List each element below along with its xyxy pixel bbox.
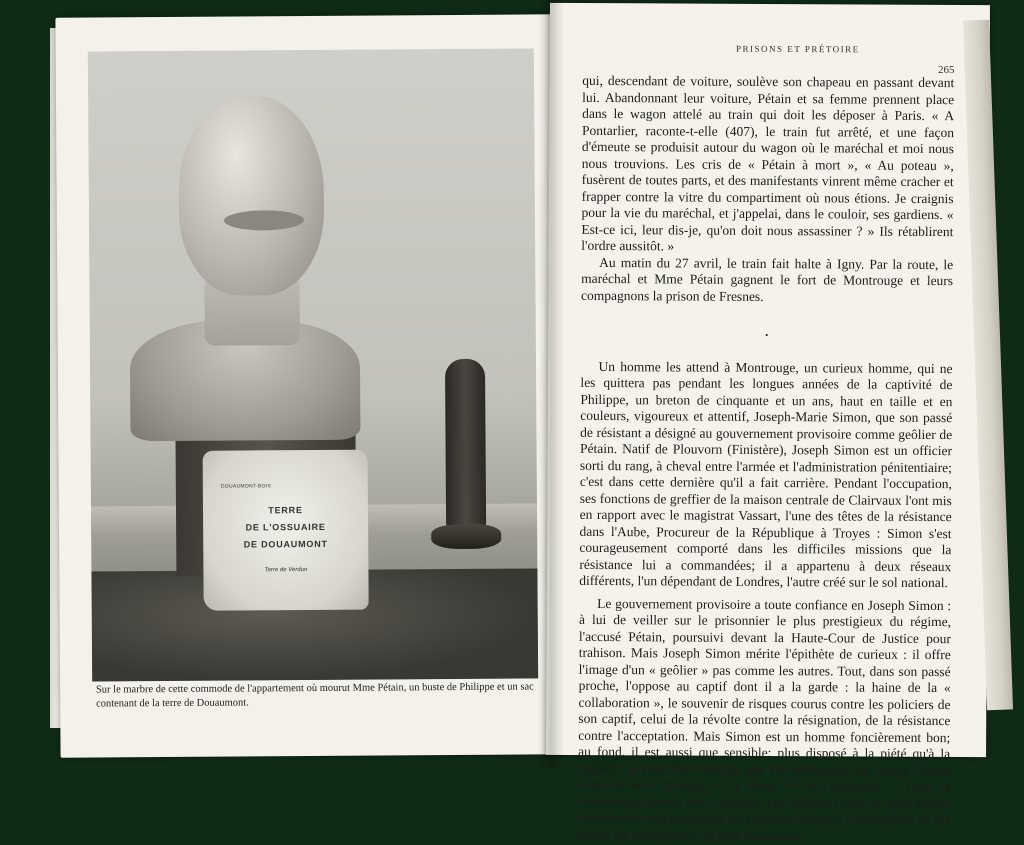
- bust-head: [178, 95, 324, 296]
- statuette-base: [431, 524, 501, 549]
- paragraph: Le gouvernement provisoire a toute confiance en Joseph Simon : à lui de veiller sur le prisonnier le plus prestigieux du régime, l'accusé Pétain, poursuivi devant la Haute-Cour de Justice pour trahison. Mais Joseph Simon mérite l'épithète de curieux : il offre l'image d'un « geôlier » pas comme les autres. Tout, dans son passé proche, l'oppose au captif dont il a la garde : la haine de la « collaboration », le souvenir de risques courus contre les policiers de son captif, celui de la révolte contre la résignation, de la résistance contre l'acceptation. Mais Simon est un homme foncièrement bon; au fond, il est aussi que sensible; plus disposé à la piété qu'à la rigueur; sa simplicité humain que son prisonnier. Et Joseph Simon confiera, avec Philippe, « Le vieux ? Il m'a emboiné... » Dans sa cohabitation forcée avec Philippe, cet Hudson-Lowe au cœur tendre réconfortera son prisonnier plus qu'il ne brimera; il recueillera de ses lèvres les confidences les plus étonnantes,: [577, 595, 952, 843]
- bag-label-signature: Terre de Verdun: [264, 567, 308, 574]
- book-gutter: [538, 0, 564, 768]
- bag-label-small: DOUAUMONT-BOIS: [220, 483, 272, 490]
- bag-label-line3: DE DOUAUMONT: [243, 538, 328, 550]
- running-head: PRISONS ET PRÉTOIRE: [735, 43, 860, 55]
- page-number: 265: [938, 64, 955, 76]
- paragraph: qui, descendant de voiture, soulève son chapeau en passant devant lui. Abandonnant leur voiture, Pétain et sa femme prennent place dans le wagon attelé au train qui doit les déposer à Paris. « A Pontarlier, raconte-t-elle (407), le train fut arrêté, et une façon d'émeute se produisit autour du wagon où le maréchal et moi nous nous trouvions. Les cris de « Pétain à mort », « Au poteau », fusèrent de toutes parts, et des manifestants vinrent même cracher et frapper contre la vitre du compartiment où nous étions. Je craignis pour la vie du maréchal, et j'appelai, dans le couloir, ses gardiens. « Est-ce ici, leur dis-je, qu'on doit nous assassiner ? » Ils rétablirent l'ordre aussitôt. »: [581, 72, 955, 254]
- soldier-statuette: [430, 349, 501, 549]
- bust-photograph: [88, 48, 538, 681]
- section-separator: •: [765, 329, 769, 341]
- photo-caption: Sur le marbre de cette commode de l'appartement où mourut Mme Pétain, un buste de Philippe et un sac contenant de la terre de Douaumont.: [95, 681, 534, 710]
- paragraph: Un homme les attend à Montrouge, un curieux homme, qui ne les quittera pas pendant les longues années de la captivité de Philippe, un breton de cinquante et un ans, haut en taille et en couleurs, vigoureux et attentif, Joseph-Marie Simon, que son passé de résistant a désigné au gouvernement provisoire comme geôlier de Pétain. Natif de Plouvorn (Finistère), Joseph Simon est un officier sorti du rang, à cheval entre l'armée et l'administration pénitentiaire; c'est dans cette dernière qu'il a fait carrière. Pendant l'occupation, ses fonctions de greffier de la maison centrale de Clairvaux l'ont mis en rapport avec le magistrat Vassart, l'une des têtes de la résistance dans l'Aube, Procureur de la République à Troyes : Simon s'est courageusement comporté dans les difficiles missions que la résistance lui a commandées; il a appartenu à deux réseaux différents, l'un dépendant de Londres, l'autre créé sur le sol national.: [579, 358, 953, 591]
- paragraph: Au matin du 27 avril, le train fait halte à Igny. Par la route, le maréchal et Mme Pétain gagnent le fort de Montrouge et leurs compagnons la prison de Fresnes.: [580, 254, 954, 304]
- page-body-text: [578, 73, 955, 845]
- bag-label-line1: TERRE: [268, 505, 303, 516]
- bag-label-line2: DE L'OSSUAIRE: [245, 521, 326, 533]
- soil-bag: [203, 450, 369, 611]
- statuette-figure: [445, 359, 486, 529]
